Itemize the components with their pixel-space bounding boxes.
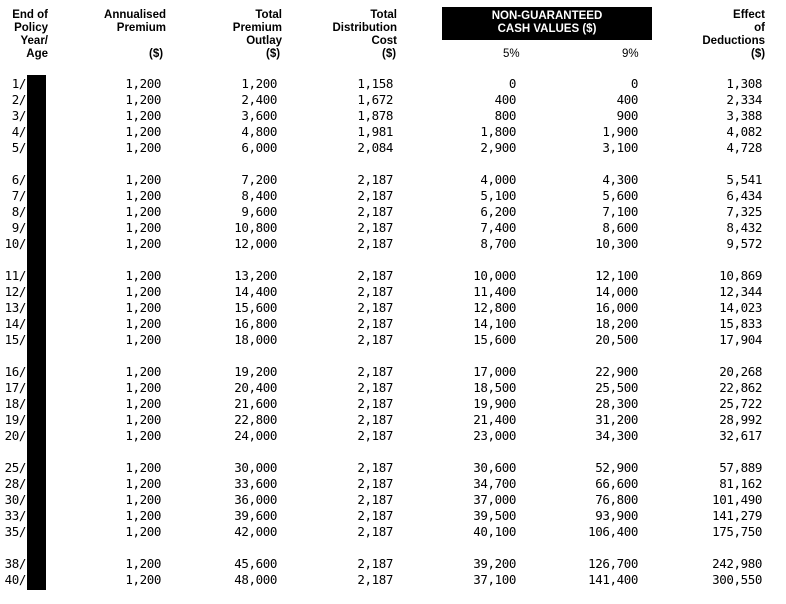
header-effect-of-deductions: Effect of Deductions [702, 9, 765, 47]
cash-value-5-cell: 23,000 [473, 428, 516, 443]
cash-value-5-cell: 39,500 [473, 508, 516, 523]
cash-value-5-cell: 30,600 [473, 460, 516, 475]
cash-value-9-cell: 3,100 [602, 140, 638, 155]
header-non-guaranteed-cash-values: NON-GUARANTEED CASH VALUES ($) [442, 7, 652, 40]
annualised-premium-cell: 1,200 [125, 572, 161, 587]
effect-of-deductions-cell: 25,722 [719, 396, 762, 411]
cash-value-9-cell: 18,200 [595, 316, 638, 331]
policy-year-cell: 12/ [4, 284, 26, 299]
annualised-premium-cell: 1,200 [125, 492, 161, 507]
total-distribution-cost-cell: 2,187 [357, 188, 393, 203]
cash-value-9-cell: 1,900 [602, 124, 638, 139]
effect-of-deductions-cell: 8,432 [726, 220, 762, 235]
annualised-premium-cell: 1,200 [125, 172, 161, 187]
policy-year-cell: 6/ [11, 172, 26, 187]
policy-year-cell: 2/ [11, 92, 26, 107]
table-row [0, 524, 786, 540]
effect-of-deductions-cell: 20,268 [719, 364, 762, 379]
total-distribution-cost-cell: 2,187 [357, 524, 393, 539]
total-distribution-cost-cell: 2,187 [357, 284, 393, 299]
effect-of-deductions-cell: 15,833 [719, 316, 762, 331]
total-premium-outlay-cell: 30,000 [234, 460, 277, 475]
effect-of-deductions-cell: 6,434 [726, 188, 762, 203]
table-row [0, 140, 786, 156]
annualised-premium-cell: 1,200 [125, 524, 161, 539]
total-distribution-cost-cell: 2,187 [357, 396, 393, 411]
cash-value-9-cell: 900 [616, 108, 638, 123]
cash-value-9-cell: 52,900 [595, 460, 638, 475]
effect-of-deductions-cell: 3,388 [726, 108, 762, 123]
row-group [0, 172, 786, 252]
row-group [0, 460, 786, 540]
policy-year-cell: 3/ [11, 108, 26, 123]
table-row [0, 300, 786, 316]
total-premium-outlay-cell: 12,000 [234, 236, 277, 251]
row-group [0, 364, 786, 444]
total-premium-outlay-cell: 16,800 [234, 316, 277, 331]
total-distribution-cost-cell: 2,187 [357, 412, 393, 427]
annualised-premium-cell: 1,200 [125, 412, 161, 427]
table-row [0, 332, 786, 348]
policy-year-cell: 7/ [11, 188, 26, 203]
effect-of-deductions-cell: 14,023 [719, 300, 762, 315]
cash-value-5-cell: 18,500 [473, 380, 516, 395]
total-premium-outlay-cell: 13,200 [234, 268, 277, 283]
effect-of-deductions-cell: 300,550 [712, 572, 762, 587]
policy-year-cell: 19/ [4, 412, 26, 427]
total-premium-outlay-cell: 45,600 [234, 556, 277, 571]
row-group [0, 556, 786, 588]
total-distribution-cost-cell: 2,187 [357, 316, 393, 331]
cash-value-9-cell: 8,600 [602, 220, 638, 235]
total-distribution-cost-cell: 2,187 [357, 204, 393, 219]
policy-year-cell: 38/ [4, 556, 26, 571]
effect-of-deductions-cell: 4,082 [726, 124, 762, 139]
total-distribution-cost-cell: 2,187 [357, 300, 393, 315]
total-premium-outlay-cell: 7,200 [241, 172, 277, 187]
table-row [0, 220, 786, 236]
header-total-premium-outlay: Total Premium Outlay [232, 9, 282, 47]
cash-value-9-cell: 7,100 [602, 204, 638, 219]
effect-of-deductions-cell: 1,308 [726, 76, 762, 91]
effect-of-deductions-cell: 12,344 [719, 284, 762, 299]
cash-value-9-cell: 31,200 [595, 412, 638, 427]
total-premium-outlay-cell: 9,600 [241, 204, 277, 219]
total-premium-outlay-cell: 21,600 [234, 396, 277, 411]
cash-value-9-cell: 400 [616, 92, 638, 107]
cash-value-9-cell: 20,500 [595, 332, 638, 347]
policy-year-cell: 30/ [4, 492, 26, 507]
cash-value-9-cell: 22,900 [595, 364, 638, 379]
effect-of-deductions-cell: 4,728 [726, 140, 762, 155]
unit-effect-of-deductions: ($) [751, 48, 766, 60]
total-distribution-cost-cell: 2,187 [357, 332, 393, 347]
total-premium-outlay-cell: 3,600 [241, 108, 277, 123]
policy-year-cell: 35/ [4, 524, 26, 539]
annualised-premium-cell: 1,200 [125, 364, 161, 379]
total-premium-outlay-cell: 48,000 [234, 572, 277, 587]
cash-value-5-cell: 37,000 [473, 492, 516, 507]
table-row [0, 76, 786, 92]
annualised-premium-cell: 1,200 [125, 460, 161, 475]
cash-value-5-cell: 19,900 [473, 396, 516, 411]
policy-year-cell: 16/ [4, 364, 26, 379]
total-distribution-cost-cell: 2,084 [357, 140, 393, 155]
annualised-premium-cell: 1,200 [125, 140, 161, 155]
cash-value-5-cell: 12,800 [473, 300, 516, 315]
total-premium-outlay-cell: 42,000 [234, 524, 277, 539]
annualised-premium-cell: 1,200 [125, 92, 161, 107]
annualised-premium-cell: 1,200 [125, 476, 161, 491]
total-premium-outlay-cell: 20,400 [234, 380, 277, 395]
total-distribution-cost-cell: 2,187 [357, 428, 393, 443]
annualised-premium-cell: 1,200 [125, 108, 161, 123]
total-premium-outlay-cell: 8,400 [241, 188, 277, 203]
total-premium-outlay-cell: 10,800 [234, 220, 277, 235]
effect-of-deductions-cell: 101,490 [712, 492, 762, 507]
annualised-premium-cell: 1,200 [125, 220, 161, 235]
effect-of-deductions-cell: 10,869 [719, 268, 762, 283]
policy-year-cell: 20/ [4, 428, 26, 443]
annualised-premium-cell: 1,200 [125, 556, 161, 571]
table-row [0, 460, 786, 476]
cash-value-9-cell: 25,500 [595, 380, 638, 395]
header-policy-year: End of Policy Year/ Age [12, 9, 48, 60]
total-premium-outlay-cell: 15,600 [234, 300, 277, 315]
policy-year-cell: 14/ [4, 316, 26, 331]
cash-value-9-cell: 141,400 [588, 572, 638, 587]
total-premium-outlay-cell: 18,000 [234, 332, 277, 347]
total-distribution-cost-cell: 2,187 [357, 572, 393, 587]
header-total-distribution-cost: Total Distribution Cost [332, 9, 397, 47]
total-premium-outlay-cell: 19,200 [234, 364, 277, 379]
cash-value-5-cell: 400 [494, 92, 516, 107]
effect-of-deductions-cell: 175,750 [712, 524, 762, 539]
table-row [0, 204, 786, 220]
row-group [0, 76, 786, 156]
total-distribution-cost-cell: 1,672 [357, 92, 393, 107]
cash-value-5-cell: 5,100 [480, 188, 516, 203]
total-premium-outlay-cell: 2,400 [241, 92, 277, 107]
policy-year-cell: 15/ [4, 332, 26, 347]
cash-value-9-cell: 34,300 [595, 428, 638, 443]
effect-of-deductions-cell: 17,904 [719, 332, 762, 347]
total-distribution-cost-cell: 2,187 [357, 556, 393, 571]
annualised-premium-cell: 1,200 [125, 332, 161, 347]
total-distribution-cost-cell: 2,187 [357, 236, 393, 251]
header-annualised-premium: Annualised Premium [104, 9, 166, 34]
table-row [0, 284, 786, 300]
total-premium-outlay-cell: 24,000 [234, 428, 277, 443]
annualised-premium-cell: 1,200 [125, 124, 161, 139]
annualised-premium-cell: 1,200 [125, 284, 161, 299]
table-row [0, 508, 786, 524]
policy-year-cell: 8/ [11, 204, 26, 219]
table-row [0, 172, 786, 188]
policy-year-cell: 25/ [4, 460, 26, 475]
cash-value-5-cell: 10,000 [473, 268, 516, 283]
annualised-premium-cell: 1,200 [125, 76, 161, 91]
annualised-premium-cell: 1,200 [125, 236, 161, 251]
policy-year-cell: 5/ [11, 140, 26, 155]
total-distribution-cost-cell: 2,187 [357, 172, 393, 187]
cash-value-9-cell: 106,400 [588, 524, 638, 539]
total-premium-outlay-cell: 14,400 [234, 284, 277, 299]
policy-year-cell: 10/ [4, 236, 26, 251]
total-premium-outlay-cell: 36,000 [234, 492, 277, 507]
total-premium-outlay-cell: 33,600 [234, 476, 277, 491]
effect-of-deductions-cell: 141,279 [712, 508, 762, 523]
policy-year-cell: 17/ [4, 380, 26, 395]
unit-annualised-premium: ($) [149, 48, 164, 60]
total-distribution-cost-cell: 2,187 [357, 380, 393, 395]
table-row [0, 380, 786, 396]
table-row [0, 428, 786, 444]
table-row [0, 476, 786, 492]
table-row [0, 364, 786, 380]
cash-value-5-cell: 40,100 [473, 524, 516, 539]
cash-value-5-cell: 1,800 [480, 124, 516, 139]
cash-value-9-cell: 4,300 [602, 172, 638, 187]
table-body [0, 76, 786, 604]
unit-total-distribution-cost: ($) [382, 48, 397, 60]
effect-of-deductions-cell: 28,992 [719, 412, 762, 427]
table-row [0, 572, 786, 588]
annualised-premium-cell: 1,200 [125, 204, 161, 219]
total-distribution-cost-cell: 2,187 [357, 220, 393, 235]
cash-value-9-cell: 66,600 [595, 476, 638, 491]
total-distribution-cost-cell: 1,981 [357, 124, 393, 139]
cash-value-5-cell: 15,600 [473, 332, 516, 347]
table-row [0, 108, 786, 124]
cash-value-5-cell: 37,100 [473, 572, 516, 587]
total-distribution-cost-cell: 1,158 [357, 76, 393, 91]
total-premium-outlay-cell: 6,000 [241, 140, 277, 155]
total-distribution-cost-cell: 2,187 [357, 476, 393, 491]
annualised-premium-cell: 1,200 [125, 428, 161, 443]
rate-9-percent: 9% [622, 48, 639, 60]
total-distribution-cost-cell: 1,878 [357, 108, 393, 123]
effect-of-deductions-cell: 22,862 [719, 380, 762, 395]
cash-value-9-cell: 12,100 [595, 268, 638, 283]
annualised-premium-cell: 1,200 [125, 300, 161, 315]
total-distribution-cost-cell: 2,187 [357, 492, 393, 507]
table-row [0, 236, 786, 252]
cash-value-9-cell: 10,300 [595, 236, 638, 251]
total-premium-outlay-cell: 39,600 [234, 508, 277, 523]
cash-value-9-cell: 76,800 [595, 492, 638, 507]
cash-value-5-cell: 14,100 [473, 316, 516, 331]
effect-of-deductions-cell: 9,572 [726, 236, 762, 251]
policy-year-cell: 1/ [11, 76, 26, 91]
rate-5-percent: 5% [503, 48, 520, 60]
unit-total-premium-outlay: ($) [266, 48, 281, 60]
effect-of-deductions-cell: 7,325 [726, 204, 762, 219]
cash-value-5-cell: 34,700 [473, 476, 516, 491]
table-row [0, 92, 786, 108]
cash-value-5-cell: 11,400 [473, 284, 516, 299]
annualised-premium-cell: 1,200 [125, 316, 161, 331]
annualised-premium-cell: 1,200 [125, 268, 161, 283]
policy-year-cell: 40/ [4, 572, 26, 587]
cash-value-9-cell: 93,900 [595, 508, 638, 523]
table-row [0, 396, 786, 412]
total-distribution-cost-cell: 2,187 [357, 268, 393, 283]
policy-year-cell: 18/ [4, 396, 26, 411]
table-row [0, 316, 786, 332]
table-row [0, 556, 786, 572]
effect-of-deductions-cell: 2,334 [726, 92, 762, 107]
total-premium-outlay-cell: 22,800 [234, 412, 277, 427]
cash-value-9-cell: 16,000 [595, 300, 638, 315]
effect-of-deductions-cell: 242,980 [712, 556, 762, 571]
effect-of-deductions-cell: 57,889 [719, 460, 762, 475]
cash-value-9-cell: 14,000 [595, 284, 638, 299]
annualised-premium-cell: 1,200 [125, 380, 161, 395]
annualised-premium-cell: 1,200 [125, 396, 161, 411]
total-distribution-cost-cell: 2,187 [357, 508, 393, 523]
policy-year-cell: 28/ [4, 476, 26, 491]
effect-of-deductions-cell: 5,541 [726, 172, 762, 187]
effect-of-deductions-cell: 32,617 [719, 428, 762, 443]
policy-year-cell: 13/ [4, 300, 26, 315]
effect-of-deductions-cell: 81,162 [719, 476, 762, 491]
policy-year-cell: 11/ [4, 268, 26, 283]
cash-value-5-cell: 21,400 [473, 412, 516, 427]
total-premium-outlay-cell: 1,200 [241, 76, 277, 91]
row-group [0, 268, 786, 348]
redaction-bar [27, 75, 46, 590]
cash-value-5-cell: 39,200 [473, 556, 516, 571]
total-premium-outlay-cell: 4,800 [241, 124, 277, 139]
table-row [0, 492, 786, 508]
table-row [0, 412, 786, 428]
table-row [0, 124, 786, 140]
total-distribution-cost-cell: 2,187 [357, 364, 393, 379]
cash-value-5-cell: 4,000 [480, 172, 516, 187]
cash-value-9-cell: 28,300 [595, 396, 638, 411]
cash-value-5-cell: 2,900 [480, 140, 516, 155]
cash-value-9-cell: 5,600 [602, 188, 638, 203]
annualised-premium-cell: 1,200 [125, 508, 161, 523]
cash-value-9-cell: 126,700 [588, 556, 638, 571]
policy-year-cell: 4/ [11, 124, 26, 139]
total-distribution-cost-cell: 2,187 [357, 460, 393, 475]
cash-value-5-cell: 0 [508, 76, 516, 91]
cash-value-5-cell: 17,000 [473, 364, 516, 379]
annualised-premium-cell: 1,200 [125, 188, 161, 203]
cash-value-5-cell: 6,200 [480, 204, 516, 219]
cash-value-5-cell: 8,700 [480, 236, 516, 251]
cash-value-5-cell: 800 [494, 108, 516, 123]
policy-year-cell: 9/ [11, 220, 26, 235]
cash-value-9-cell: 0 [630, 76, 638, 91]
table-row [0, 268, 786, 284]
cash-value-5-cell: 7,400 [480, 220, 516, 235]
table-row [0, 188, 786, 204]
policy-year-cell: 33/ [4, 508, 26, 523]
